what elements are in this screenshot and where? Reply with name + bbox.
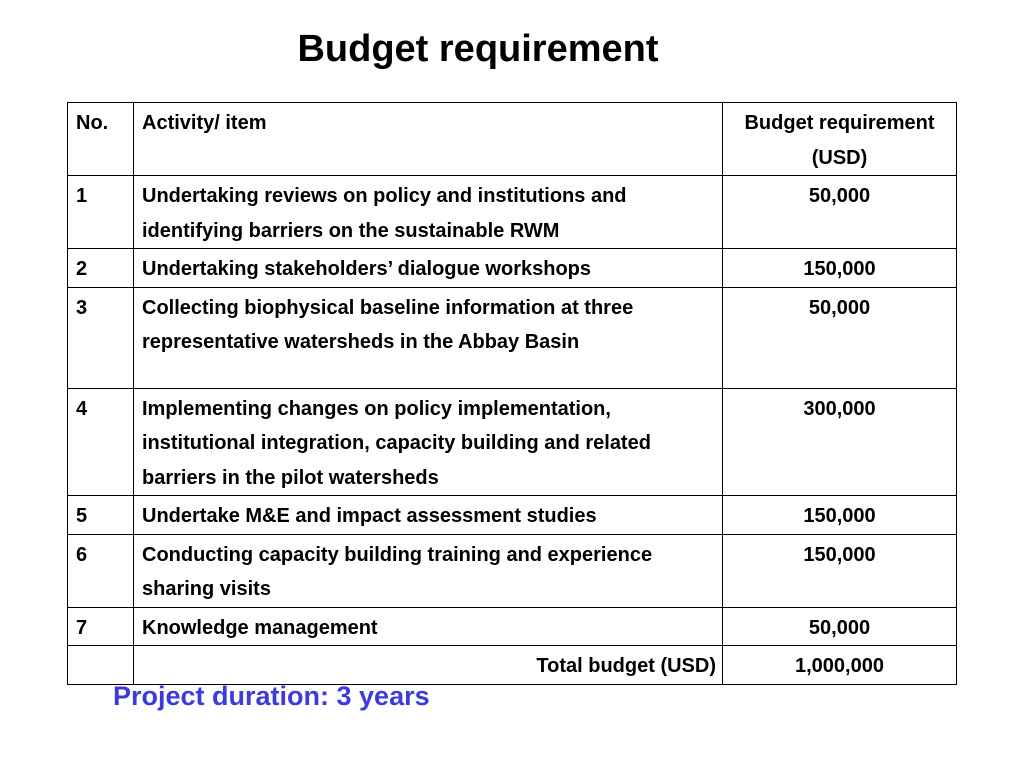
row-budget: 150,000 — [723, 249, 957, 288]
row-budget: 300,000 — [723, 388, 957, 496]
table-row — [68, 534, 957, 607]
table-row — [68, 287, 957, 388]
row-no: 2 — [68, 249, 134, 288]
row-activity: Undertake M&E and impact assessment studies — [134, 496, 723, 535]
row-no: 6 — [68, 534, 134, 607]
header-budget — [723, 103, 957, 176]
total-value: 1,000,000 — [723, 646, 957, 685]
total-row — [68, 646, 957, 685]
row-budget: 150,000 — [723, 496, 957, 535]
row-no: 7 — [68, 607, 134, 646]
table-row — [68, 388, 957, 496]
row-activity: Conducting capacity building training and experience sharing visits — [134, 534, 723, 607]
row-budget: 50,000 — [723, 176, 957, 249]
row-activity: Undertaking stakeholders’ dialogue workshops — [134, 249, 723, 288]
row-budget: 150,000 — [723, 534, 957, 607]
row-activity: Collecting biophysical baseline information at three representative watersheds in the Abbay Basin — [134, 287, 723, 388]
row-activity: Knowledge management — [134, 607, 723, 646]
row-no: 5 — [68, 496, 134, 535]
row-budget: 50,000 — [723, 607, 957, 646]
table-row — [68, 607, 957, 646]
total-empty-cell — [68, 646, 134, 685]
header-budget-line1: Budget requirement — [744, 112, 935, 134]
row-activity: Implementing changes on policy implementation, institutional integration, capacity building and related barriers in the pilot watersheds — [134, 388, 723, 496]
row-no: 3 — [68, 287, 134, 388]
table-row — [68, 176, 957, 249]
header-budget-line2: (USD) — [811, 146, 868, 169]
row-activity: Undertaking reviews on policy and institutions and identifying barriers on the sustainable RWM — [134, 176, 723, 249]
budget-table — [67, 102, 957, 685]
table-row — [68, 249, 957, 288]
header-no: No. — [68, 103, 134, 176]
row-budget: 50,000 — [723, 287, 957, 388]
total-label: Total budget (USD) — [134, 646, 723, 685]
table-row — [68, 496, 957, 535]
project-duration: Project duration: 3 years — [113, 681, 430, 711]
table-header-row — [68, 103, 957, 176]
slide-title: Budget requirement — [297, 28, 659, 70]
header-activity: Activity/ item — [134, 103, 723, 176]
row-no: 1 — [68, 176, 134, 249]
row-no: 4 — [68, 388, 134, 496]
